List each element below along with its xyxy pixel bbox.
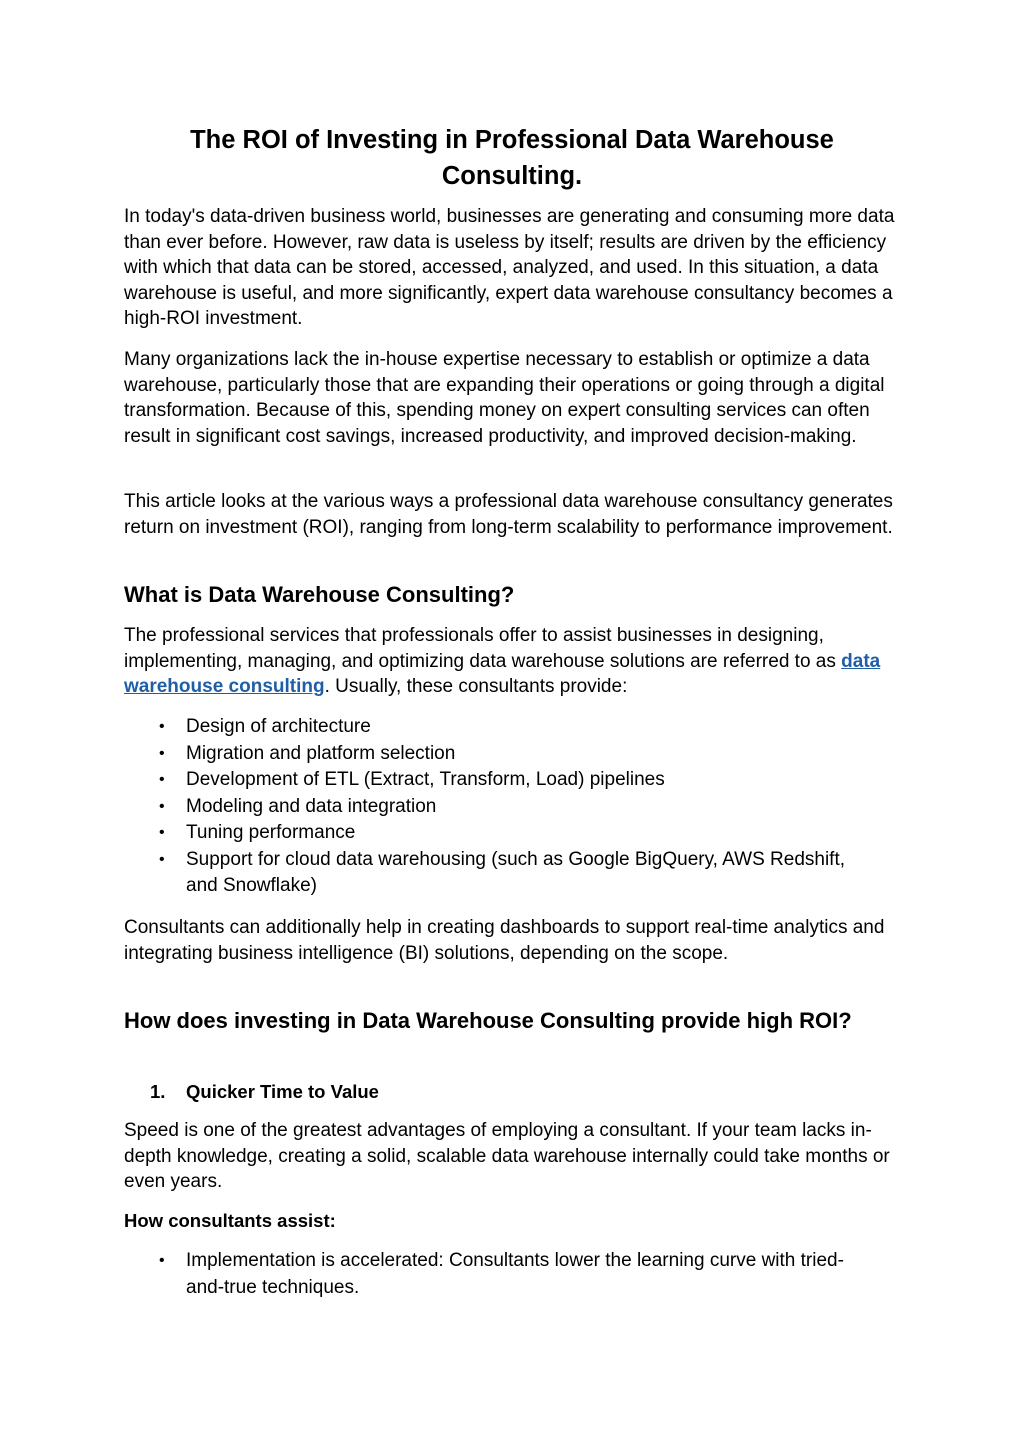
bullet-icon: • xyxy=(159,718,165,735)
subheading-how-consultants-assist: How consultants assist: xyxy=(124,1210,336,1231)
section2-paragraph: Speed is one of the greatest advantages of employing a consultant. If your team lacks in-depth knowledge, creating a solid, scalable data warehouse internally could take months or even years. xyxy=(124,1120,890,1192)
section1-paragraph xyxy=(124,623,900,700)
bullet-icon: • xyxy=(159,797,165,815)
list-item: • Modeling and data integration xyxy=(124,794,900,821)
list-item: • Implementation is accelerated: Consultants lower the learning curve with tried-and-true techniques. xyxy=(159,1250,844,1298)
document-title: The ROI of Investing in Professional Data Warehouse Consulting. xyxy=(190,126,834,190)
bullet-icon: • xyxy=(159,850,165,868)
list-item: • Development of ETL (Extract, Transform, Load) pipelines xyxy=(124,767,900,794)
bullet-icon: • xyxy=(159,771,165,788)
item-number: 1. xyxy=(150,1081,166,1102)
bullet-icon: • xyxy=(159,1252,165,1269)
section1-text-before-link: The professional services that professionals offer to assist businesses in designing, implementing, managing, and optimizing data warehouse solutions are referred to as xyxy=(124,625,842,672)
list-item: • Support for cloud data warehousing (such as Google BigQuery, AWS Redshift, and Snowflake) xyxy=(159,848,846,896)
intro-paragraph-3: This article looks at the various ways a professional data warehouse consultancy generates return on investment (ROI), ranging from long-term scalability to performance improvement. xyxy=(124,491,893,538)
services-bullet-list xyxy=(124,714,900,900)
list-item: • Migration and platform selection xyxy=(124,741,900,768)
section1-closing-paragraph: Consultants can additionally help in creating dashboards to support real-time analytics and integrating business intelligence (BI) solutions, depending on the scope. xyxy=(124,917,885,964)
section1-text-after-link: . Usually, these consultants provide: xyxy=(324,676,628,697)
numbered-item-1 xyxy=(150,1079,379,1104)
bullet-icon: • xyxy=(159,824,165,841)
section-heading-roi: How does investing in Data Warehouse Consulting provide high ROI? xyxy=(124,1008,852,1033)
data-warehouse-consulting-link[interactable]: data warehouse consulting xyxy=(124,650,881,697)
item-title: Quicker Time to Value xyxy=(186,1081,379,1102)
intro-paragraph-1: In today's data-driven business world, businesses are generating and consuming more data than ever before. However, raw data is useless by itself; results are driven by the efficiency with which that data can be stored, accessed, analyzed, and used. In this situation, a data warehouse is useful, and more significantly, expert data warehouse consultancy becomes a high-ROI investment. xyxy=(124,206,895,329)
section-heading-what-is: What is Data Warehouse Consulting? xyxy=(124,582,515,607)
assist-bullet-list xyxy=(124,1248,900,1301)
intro-paragraph-2: Many organizations lack the in-house expertise necessary to establish or optimize a data warehouse, particularly those that are expanding their operations or going through a digital transformation. Because of this, spending money on expert consulting services can often result in significant cost savings, increased productivity, and improved decision-making. xyxy=(124,349,885,447)
bullet-icon: • xyxy=(159,744,165,762)
list-item: • Tuning performance xyxy=(124,820,900,847)
list-item: • Design of architecture xyxy=(124,714,900,741)
